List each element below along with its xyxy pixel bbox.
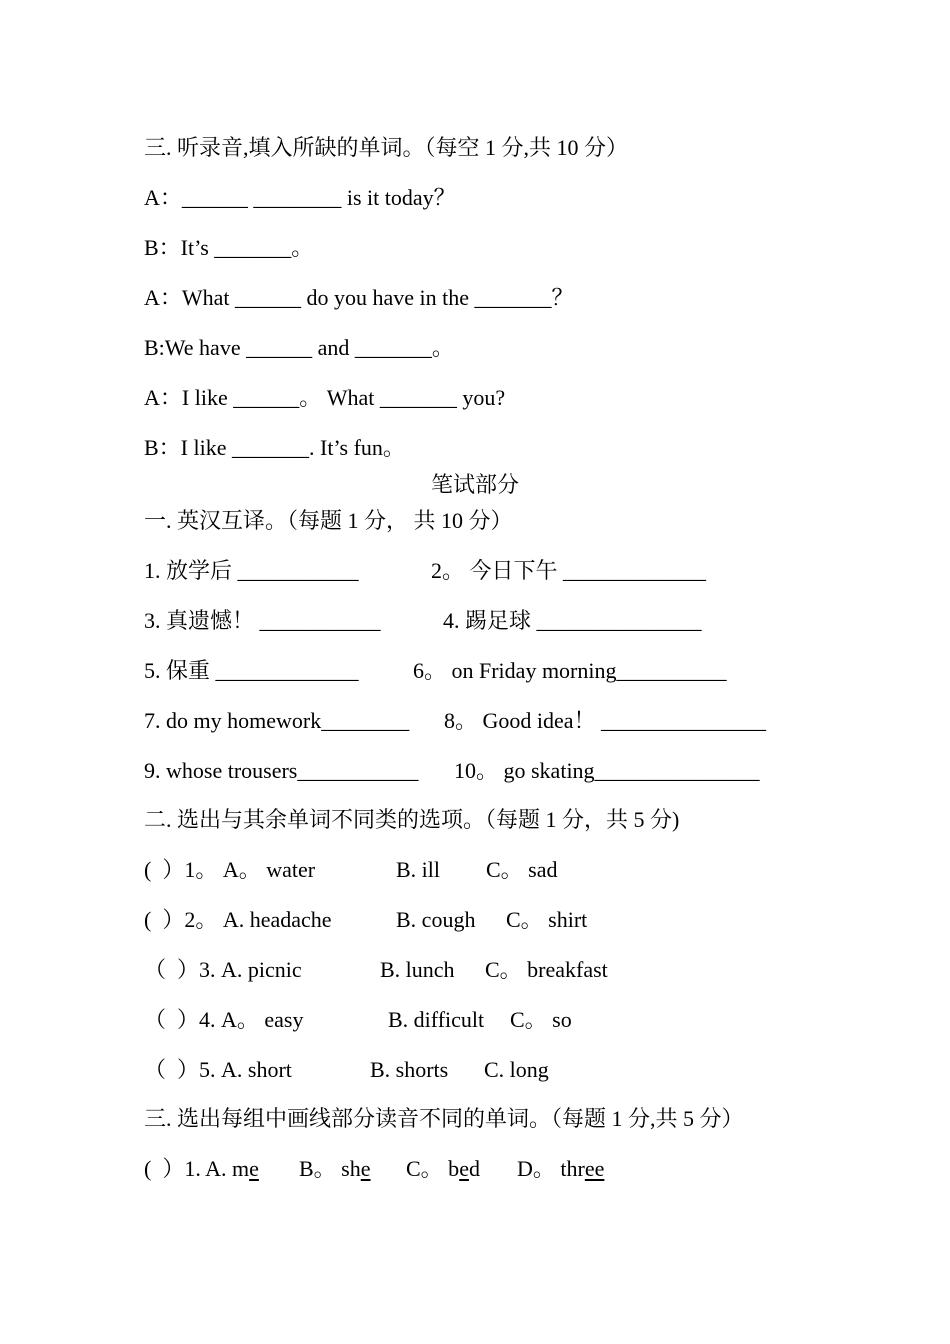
translation-item: 9. whose trousers___________	[144, 758, 419, 783]
odd-one-out-heading: 二. 选出与其余单词不同类的选项。（每题 1 分，共 5 分)	[144, 807, 680, 832]
translation-item: 4. 踢足球 _______________	[443, 608, 702, 633]
odd-question-b: B. cough	[396, 907, 476, 932]
translation-item: 7. do my homework________	[144, 708, 410, 733]
dialogue-line: B：I like _______. It’s fun。	[144, 435, 405, 460]
translation-item: 6。 on Friday morning__________	[413, 658, 727, 683]
listening-heading: 三. 听录音,填入所缺的单词。（每空 1 分,共 10 分）	[144, 135, 629, 160]
translation-item: 1. 放学后 ___________	[144, 558, 359, 583]
odd-question-a: （ ）4. A。 easy	[144, 1007, 304, 1032]
underlined-letters: ee	[584, 1156, 605, 1181]
translation-item: 3. 真遗憾！ ___________	[144, 608, 381, 633]
translation-heading: 一. 英汉互译。（每题 1 分， 共 10 分）	[144, 508, 513, 533]
dialogue-line: A：I like ______。 What _______ you?	[144, 385, 506, 410]
pronunciation-option-d	[517, 1155, 604, 1183]
option-text: B。 sh	[299, 1156, 361, 1181]
odd-question-c: C。 so	[510, 1007, 572, 1032]
odd-question-c: C。 breakfast	[485, 957, 608, 982]
translation-item: 5. 保重 _____________	[144, 658, 359, 683]
dialogue-line: A：______ ________ is it today？	[144, 185, 456, 210]
written-section-title: 笔试部分	[430, 472, 519, 497]
odd-question-b: B. lunch	[380, 957, 455, 982]
odd-question-a: （ ）5. A. short	[144, 1057, 292, 1082]
pronunciation-question-a	[144, 1155, 259, 1183]
odd-question-a: ( ）2。 A. headache	[144, 907, 332, 932]
dialogue-line: B:We have ______ and _______。	[144, 335, 454, 360]
pronunciation-option-c	[406, 1155, 480, 1183]
underlined-letters: e	[459, 1156, 469, 1181]
pronunciation-option-b	[299, 1155, 371, 1183]
underlined-letters: e	[249, 1156, 259, 1181]
option-text: D。 thr	[517, 1156, 585, 1181]
odd-question-a: （ ）3. A. picnic	[144, 957, 302, 982]
option-text: d	[468, 1156, 480, 1181]
question-prefix: ( ）1. A. m	[144, 1156, 250, 1181]
dialogue-line: B：It’s _______。	[144, 235, 314, 260]
odd-question-b: B. ill	[396, 857, 441, 882]
odd-question-c: C. long	[484, 1057, 549, 1082]
odd-question-a: ( ）1。 A。 water	[144, 857, 316, 882]
odd-question-c: C。 shirt	[506, 907, 588, 932]
odd-question-c: C。 sad	[486, 857, 558, 882]
translation-item: 8。 Good idea！ _______________	[444, 708, 767, 733]
pronunciation-heading: 三. 选出每组中画线部分读音不同的单词。（每题 1 分,共 5 分）	[144, 1106, 744, 1131]
translation-item: 2。 今日下午 _____________	[431, 558, 707, 583]
underlined-letters: e	[360, 1156, 371, 1181]
odd-question-b: B. difficult	[388, 1007, 485, 1032]
option-text: C。 b	[406, 1156, 460, 1181]
odd-question-b: B. shorts	[370, 1057, 449, 1082]
dialogue-line: A：What ______ do you have in the _______？	[144, 285, 574, 310]
translation-item: 10。 go skating_______________	[454, 758, 760, 783]
